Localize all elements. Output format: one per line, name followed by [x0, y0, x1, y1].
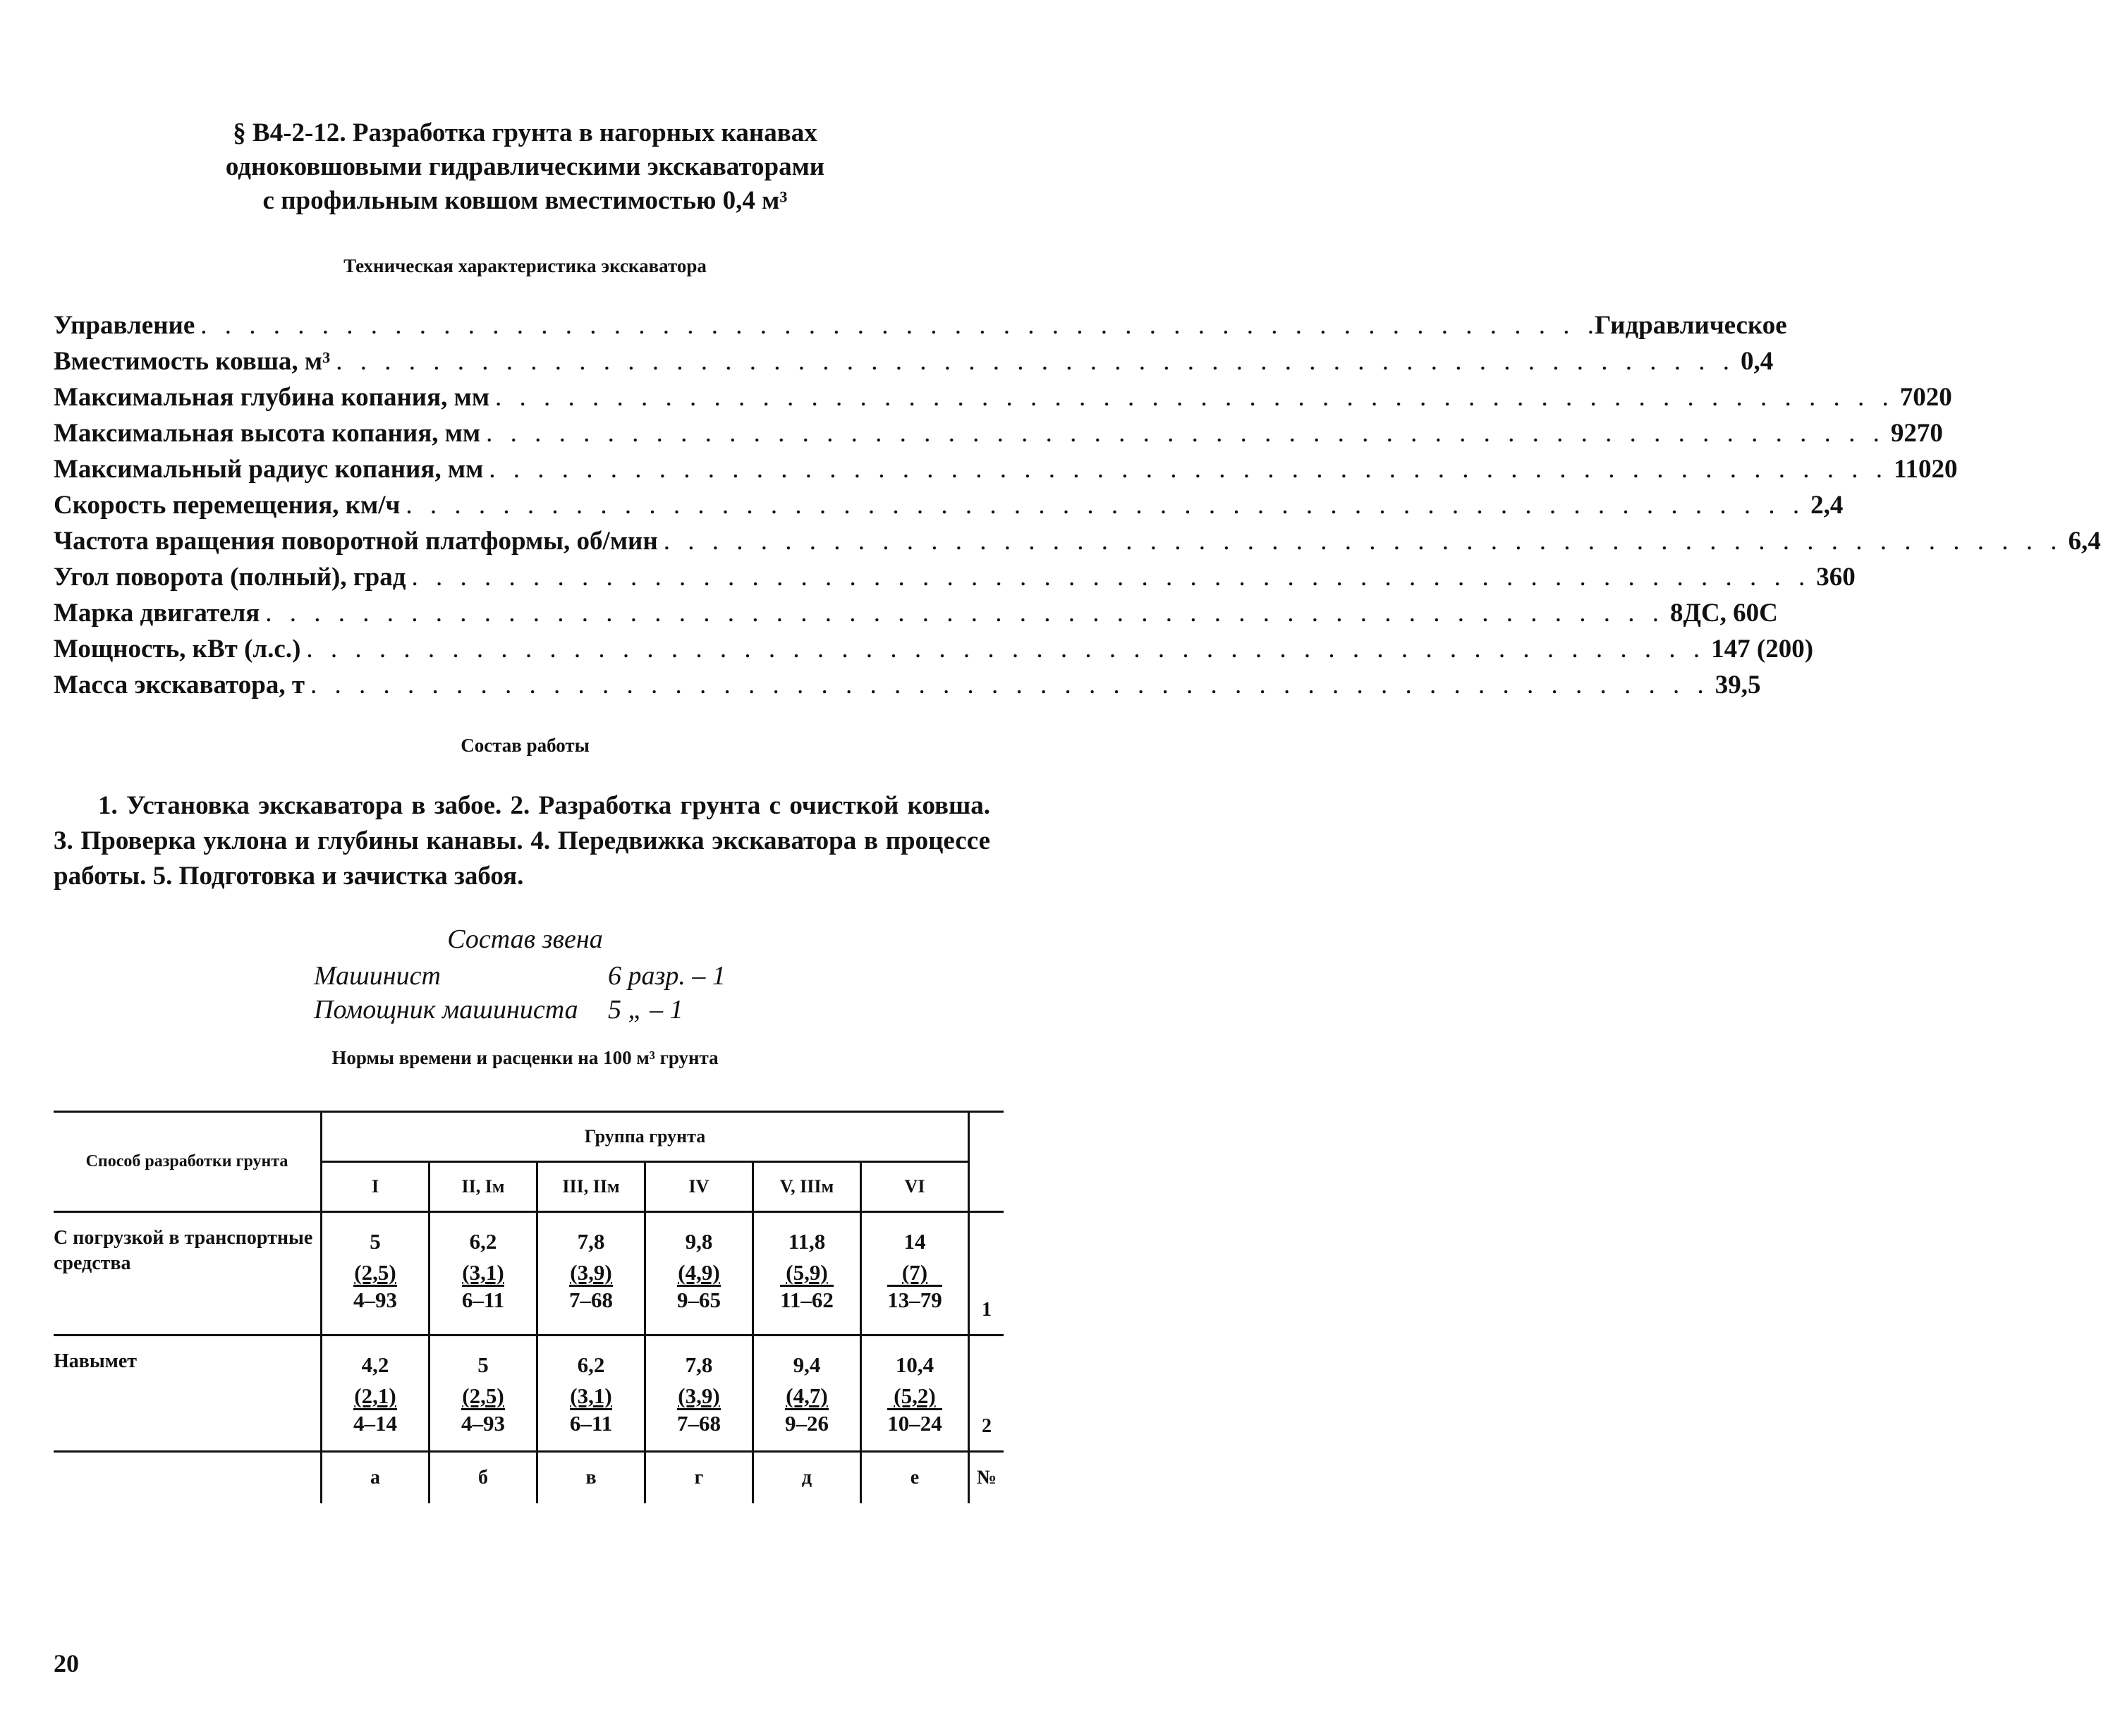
fraction-bottom: 10–24 [887, 1408, 942, 1436]
crew-grade: 6 разр. – 1 [608, 961, 726, 991]
spec-row [54, 634, 1814, 670]
leader-dots: . . . . . . . . . . . . . . . . . . . . . . . . . . . . . . . . . . . . . . . . . . . . . . . . . . . . . . . . . . [310, 671, 1710, 699]
leader-dots: . . . . . . . . . . . . . . . . . . . . . . . . . . . . . . . . . . . . . . . . . . . . . . . . . . . . . . . . . . [200, 311, 1600, 340]
spec-label: Угол поворота (полный), град [54, 563, 406, 592]
norm-value: 5 [477, 1352, 489, 1377]
footer-empty [54, 1452, 322, 1504]
norm-value: 6,2 [469, 1229, 497, 1254]
method-cell: С погрузкой в транспортные средства [54, 1212, 322, 1335]
fraction-top: (2,5) [354, 1260, 396, 1285]
fraction-bottom: 9–65 [677, 1285, 721, 1312]
fraction-top: (4,7) [786, 1383, 828, 1408]
value-cell [430, 1212, 537, 1335]
fraction-bottom: 9–26 [785, 1408, 829, 1436]
spec-value: 9270 [1890, 419, 1943, 448]
value-cell [645, 1335, 753, 1452]
table-footer-row [54, 1452, 1004, 1504]
value-cell [861, 1212, 969, 1335]
spec-label: Максимальная высота копания, мм [54, 419, 481, 448]
spec-value: 0,4 [1740, 347, 1774, 376]
spec-row [54, 670, 1761, 706]
row-number: 1 [969, 1212, 1004, 1335]
fraction-top: (3,9) [678, 1383, 720, 1408]
leader-dots: . . . . . . . . . . . . . . . . . . . . . . . . . . . . . . . . . . . . . . . . . . . . . . . . . . . . . . . . . . [495, 383, 1894, 412]
price-fraction [461, 1384, 505, 1436]
spec-row [54, 382, 1952, 418]
spec-label: Мощность, кВт (л.с.) [54, 635, 301, 664]
value-cell [753, 1212, 861, 1335]
crew-grade: 5 „ – 1 [608, 995, 683, 1025]
spec-label: Вместимость ковша, м³ [54, 347, 331, 376]
number-sign: № [976, 1467, 997, 1489]
value-cell [322, 1212, 430, 1335]
leader-dots: . . . . . . . . . . . . . . . . . . . . . . . . . . . . . . . . . . . . . . . . . . . . . . . . . . . . . . . . . . [406, 491, 1805, 520]
leader-dots: . . . . . . . . . . . . . . . . . . . . . . . . . . . . . . . . . . . . . . . . . . . . . . . . . . . . . . . . . . [411, 563, 1811, 592]
spec-value: 2,4 [1810, 491, 1844, 520]
row-number: 2 [969, 1335, 1004, 1452]
spec-value: 7020 [1899, 383, 1952, 412]
value-cell [322, 1335, 430, 1452]
method-header: Способ разработки грунта [54, 1112, 322, 1212]
norm-value: 6,2 [577, 1352, 605, 1377]
spec-value: 8ДС, 60С [1670, 599, 1778, 628]
leader-dots: . . . . . . . . . . . . . . . . . . . . . . . . . . . . . . . . . . . . . . . . . . . . . . . . . . . . . . . . . . [663, 527, 2063, 556]
section-title [0, 116, 1050, 218]
price-fraction [780, 1261, 834, 1312]
page-number: 20 [54, 1649, 79, 1677]
table-row [54, 1212, 1004, 1335]
column-header: VI [861, 1162, 969, 1212]
method-cell: Навымет [54, 1335, 322, 1452]
fraction-bottom: 7–68 [677, 1408, 721, 1436]
price-fraction [569, 1261, 613, 1312]
crew-role: Помощник машиниста [314, 995, 578, 1025]
spec-row [54, 598, 1778, 634]
column-header: V, IIIм [753, 1162, 861, 1212]
column-header: IV [645, 1162, 753, 1212]
spec-value: 11020 [1894, 455, 1958, 484]
spec-value: 39,5 [1715, 671, 1761, 699]
spec-list [54, 310, 2101, 706]
spec-label: Максимальная глубина копания, мм [54, 383, 490, 412]
value-cell [537, 1335, 645, 1452]
column-letter: е [861, 1452, 969, 1504]
norm-value: 10,4 [895, 1352, 934, 1377]
column-header: III, IIм [537, 1162, 645, 1212]
spec-value: 147 (200) [1711, 635, 1814, 664]
fraction-bottom: 4–93 [353, 1285, 397, 1312]
norms-table [54, 1111, 1004, 1503]
table-row [54, 1335, 1004, 1452]
leader-dots: . . . . . . . . . . . . . . . . . . . . . . . . . . . . . . . . . . . . . . . . . . . . . . . . . . . . . . . . . . [489, 455, 1889, 484]
work-description [54, 788, 990, 894]
norm-value: 9,4 [793, 1352, 821, 1377]
spec-label: Марка двигателя [54, 599, 260, 628]
fraction-top: (2,5) [462, 1383, 504, 1408]
column-letter: д [753, 1452, 861, 1504]
norm-value: 11,8 [788, 1229, 826, 1254]
leader-dots: . . . . . . . . . . . . . . . . . . . . . . . . . . . . . . . . . . . . . . . . . . . . . . . . . . . . . . . . . . [265, 599, 1664, 628]
spec-row [54, 418, 1943, 454]
work-heading: Состав работы [461, 735, 590, 756]
column-letter: а [322, 1452, 430, 1504]
value-cell [753, 1335, 861, 1452]
fraction-bottom: 6–11 [570, 1408, 612, 1436]
fraction-top: (7) [901, 1260, 928, 1285]
group-header: Группа грунта [322, 1112, 969, 1162]
leader-dots: . . . . . . . . . . . . . . . . . . . . . . . . . . . . . . . . . . . . . . . . . . . . . . . . . . . . . . . . . . [306, 635, 1706, 664]
value-cell [861, 1335, 969, 1452]
price-fraction [570, 1384, 612, 1436]
fraction-top: (3,9) [570, 1260, 612, 1285]
num-header [969, 1112, 1004, 1212]
spec-row [54, 454, 1958, 490]
crew-role: Машинист [314, 961, 441, 991]
fraction-top: (2,1) [354, 1383, 396, 1408]
fraction-bottom: 4–93 [461, 1408, 505, 1436]
title-line-1: § В4-2-12. Разработка грунта в нагорных канавах [233, 118, 817, 147]
work-text: 1. Установка экскаватора в забое. 2. Разработка грунта с очисткой ковша. 3. Проверка уклона и глубины канавы. 4. Передвижка экскаватора в процессе работы. 5. Подготовка и зачистка забоя. [54, 791, 990, 891]
value-cell [537, 1212, 645, 1335]
column-header: I [322, 1162, 430, 1212]
price-fraction [462, 1261, 504, 1312]
fraction-bottom: 7–68 [569, 1285, 613, 1312]
title-line-3: с профильным ковшом вместимостью 0,4 м³ [262, 186, 788, 215]
column-letter: г [645, 1452, 753, 1504]
spec-label: Скорость перемещения, км/ч [54, 491, 401, 520]
fraction-top: (3,1) [570, 1383, 612, 1408]
spec-value: 360 [1816, 563, 1856, 592]
norm-value: 7,8 [577, 1229, 605, 1254]
fraction-top: (5,2) [894, 1383, 936, 1408]
price-fraction [887, 1384, 942, 1436]
spec-row [54, 490, 1844, 526]
column-header: II, Iм [430, 1162, 537, 1212]
price-fraction [353, 1261, 397, 1312]
fraction-top: (4,9) [678, 1260, 720, 1285]
norm-value: 5 [370, 1229, 381, 1254]
spec-value: 6,4 [2068, 527, 2101, 556]
spec-label: Управление [54, 311, 195, 340]
column-letter: в [537, 1452, 645, 1504]
value-cell [645, 1212, 753, 1335]
spec-label: Масса экскаватора, т [54, 671, 305, 699]
value-cell [430, 1335, 537, 1452]
spec-heading: Техническая характеристика экскаватора [343, 255, 707, 276]
crew-title: Состав звена [447, 924, 603, 954]
leader-dots: . . . . . . . . . . . . . . . . . . . . . . . . . . . . . . . . . . . . . . . . . . . . . . . . . . . . . . . . . . [486, 419, 1885, 448]
norm-value: 9,8 [685, 1229, 713, 1254]
spec-value: Гидравлическое [1595, 311, 1787, 340]
fraction-top: (3,1) [462, 1260, 504, 1285]
spec-row [54, 562, 1856, 598]
spec-row [54, 310, 1787, 346]
price-fraction [785, 1384, 829, 1436]
title-line-2: одноковшовыми гидравлическими экскаваторами [225, 152, 825, 181]
fraction-bottom: 6–11 [462, 1285, 504, 1312]
price-fraction [677, 1384, 721, 1436]
fraction-bottom: 13–79 [887, 1285, 942, 1312]
fraction-top: (5,9) [786, 1260, 828, 1285]
norm-value: 7,8 [685, 1352, 713, 1377]
table-header-row [54, 1112, 1004, 1162]
spec-row [54, 526, 2101, 562]
norms-heading: Нормы времени и расценки на 100 м³ грунта [331, 1047, 719, 1068]
price-fraction [677, 1261, 721, 1312]
column-letter: б [430, 1452, 537, 1504]
price-fraction [887, 1261, 942, 1312]
norm-value: 4,2 [361, 1352, 389, 1377]
spec-label: Максимальный радиус копания, мм [54, 455, 484, 484]
spec-row [54, 346, 1774, 382]
price-fraction [353, 1384, 397, 1436]
spec-label: Частота вращения поворотной платформы, об/мин [54, 527, 658, 556]
norm-value: 14 [903, 1229, 926, 1254]
crew-section [0, 924, 1050, 1025]
fraction-bottom: 4–14 [353, 1408, 397, 1436]
fraction-bottom: 11–62 [780, 1285, 834, 1312]
leader-dots: . . . . . . . . . . . . . . . . . . . . . . . . . . . . . . . . . . . . . . . . . . . . . . . . . . . . . . . . . . [336, 347, 1735, 376]
